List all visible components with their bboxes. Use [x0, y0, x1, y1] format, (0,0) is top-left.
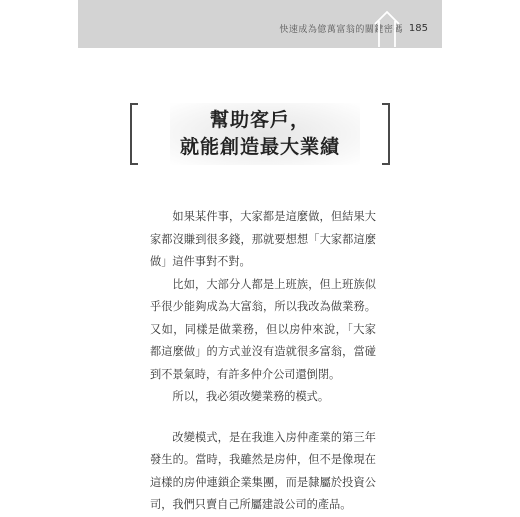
paragraph: 所以，我必須改變業務的模式。 [172, 390, 330, 403]
paragraph: 如果某件事，大家都是這麼做，但結果大家都沒賺到很多錢，那就要想想「大家都這麼做」這件事對不對。 [150, 210, 376, 268]
section-gap [150, 409, 376, 427]
page-number: 185 [408, 22, 428, 34]
chapter-title [130, 107, 390, 161]
chapter-title-line-2: 就能創造最大業績 [179, 136, 340, 158]
body-text [150, 206, 376, 517]
running-title: 快速成為億萬富翁的關鍵密碼 [279, 24, 403, 35]
house-outline-icon [374, 10, 400, 48]
paragraph: 改變模式，是在我進入房仲產業的第三年發生的。當時，我雖然是房仲，但不是像現在這樣的房仲連鎖企業集團，而是隸屬於投資公司，我們只賣自己所屬建設公司的產品。 [150, 430, 376, 511]
chapter-title-block [130, 103, 390, 165]
paragraph: 比如，大部分人都是上班族，但上班族似乎很少能夠成為大富翁，所以我改為做業務。又如，同樣是做業務，但以房仲來說，「大家都這麼做」的方式並沒有造就很多富翁，當碰到不景氣時，有許多仲介公司還倒閉。 [150, 277, 376, 381]
chapter-title-line-1: 幫助客戶， [209, 109, 310, 131]
